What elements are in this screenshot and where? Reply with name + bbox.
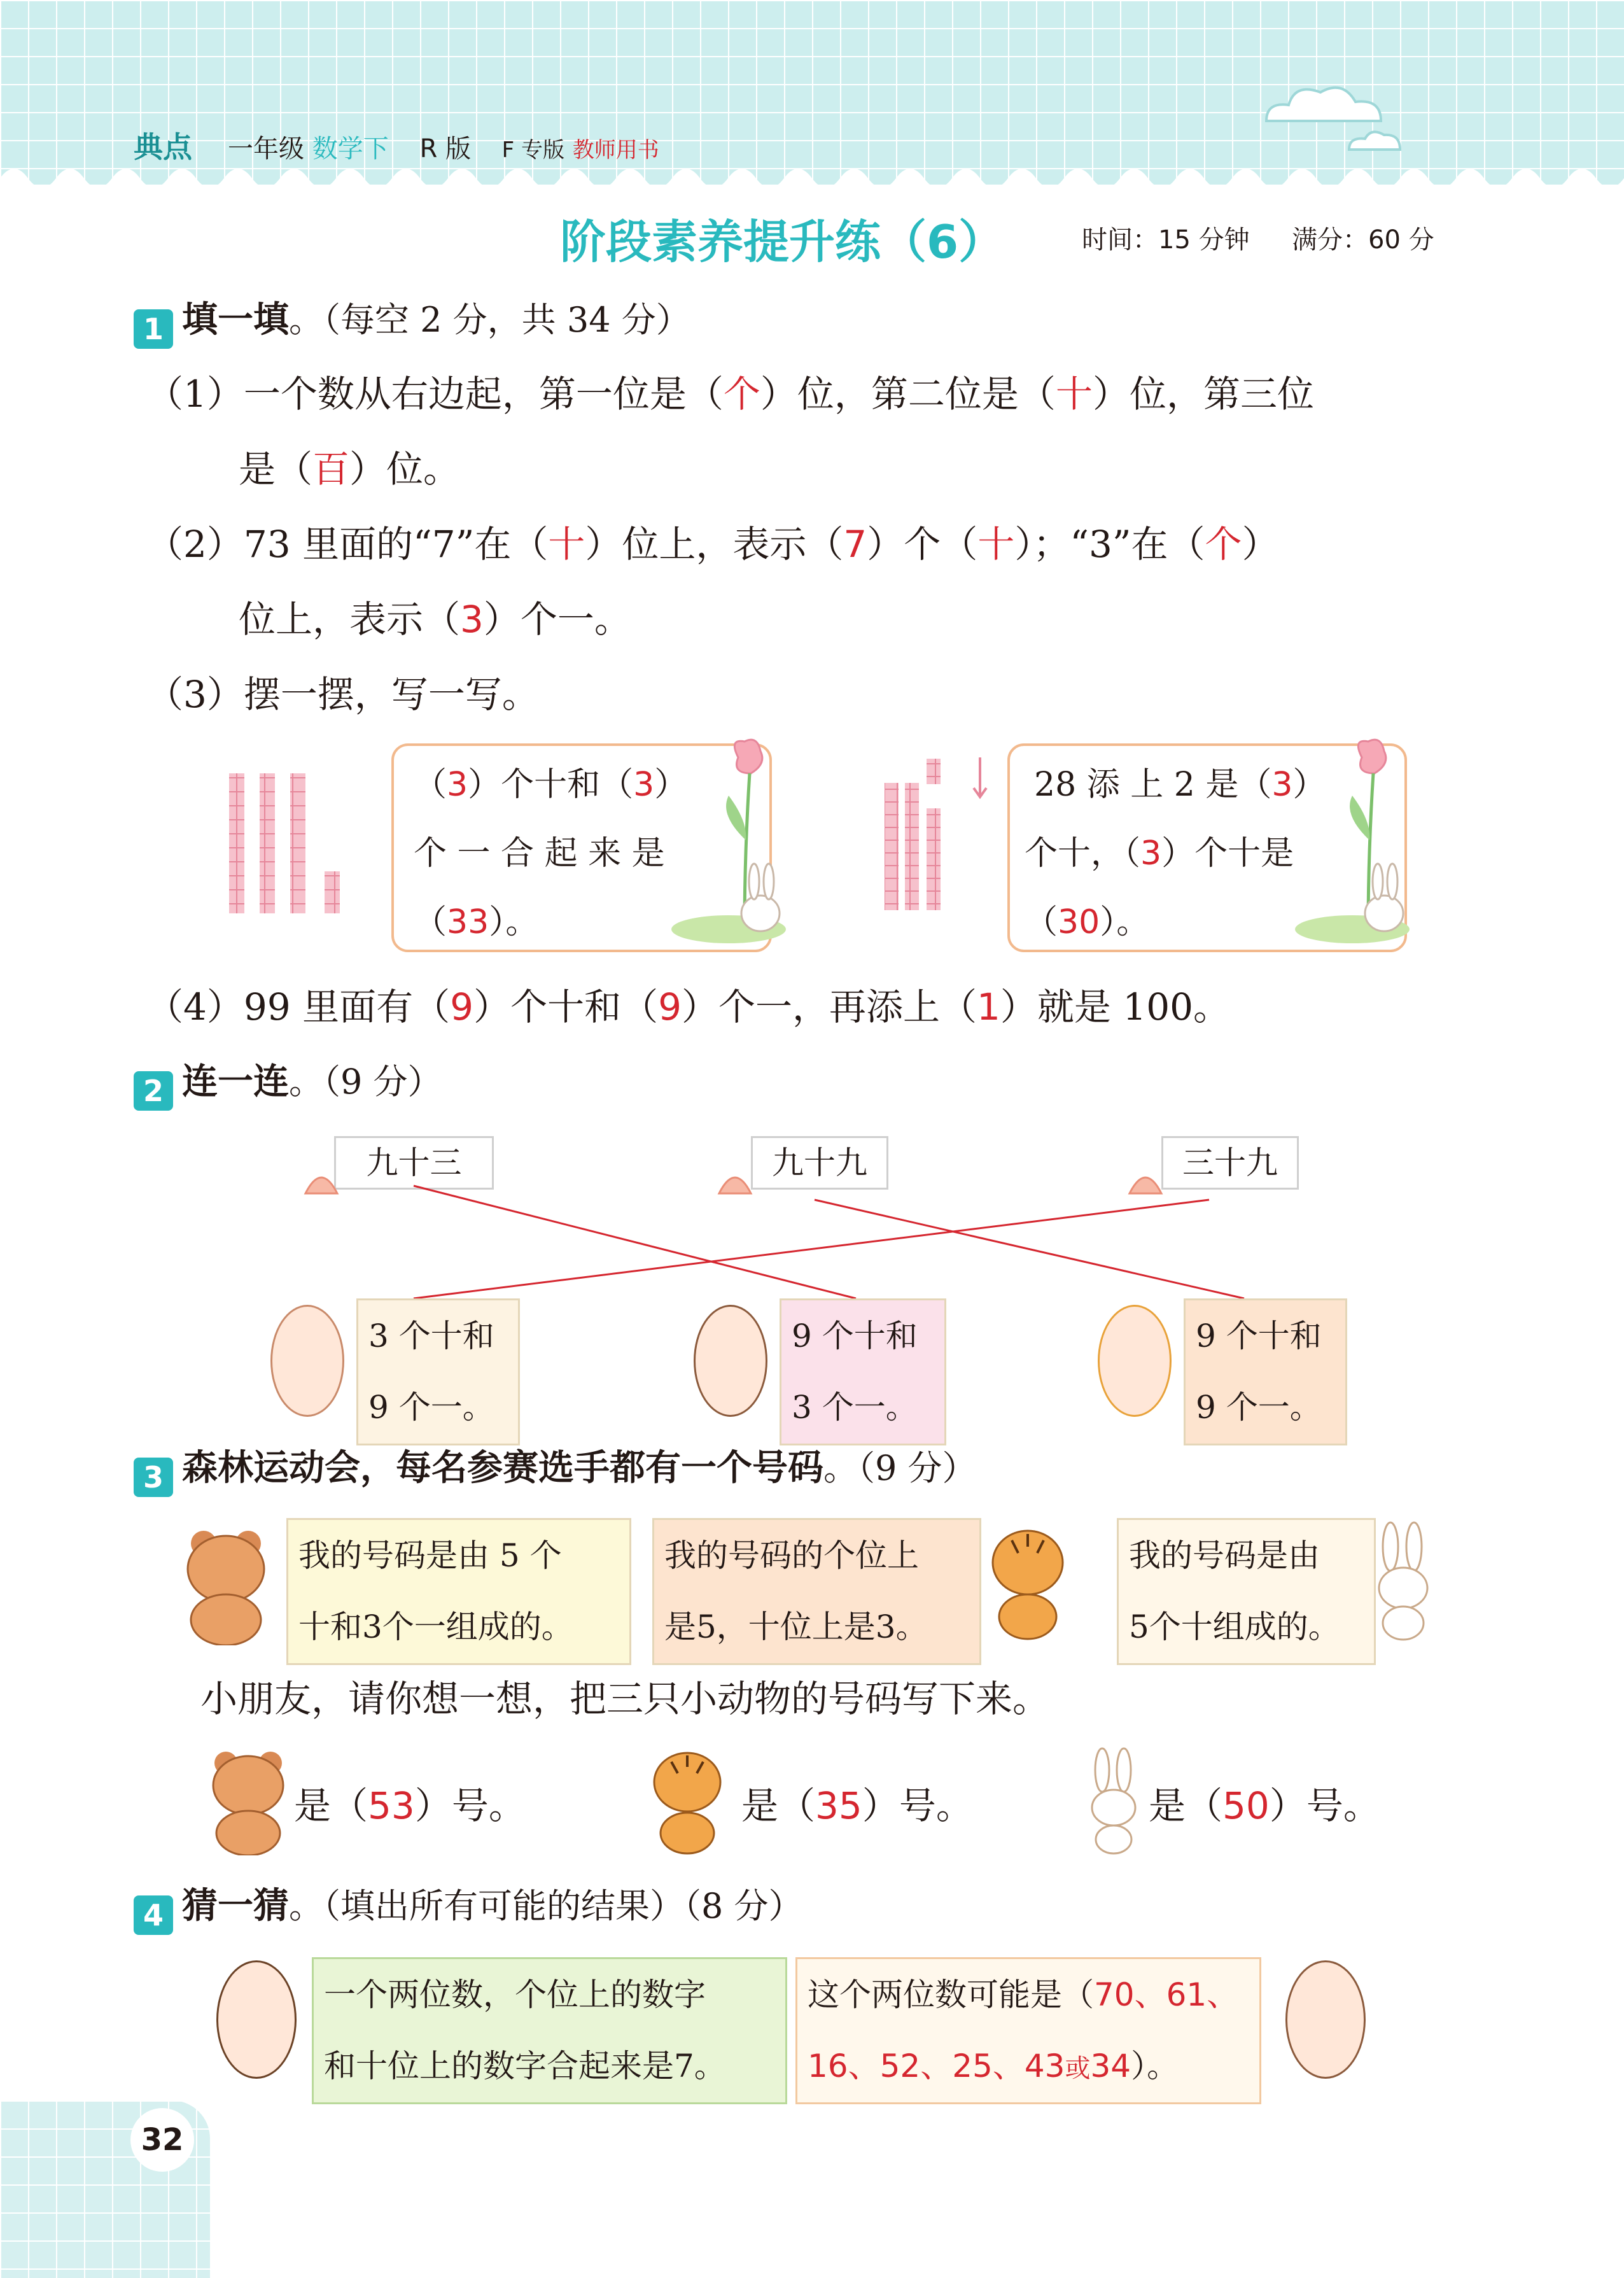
q1-p1-text-e: ）位。: [349, 447, 461, 491]
q4-right-text: 这个两位数可能是（: [808, 1976, 1094, 2013]
q1-p2-text-g: ）个一。: [483, 598, 631, 641]
q3-prompt: 小朋友，请你想一想，把三只小动物的号码写下来。: [200, 1677, 1050, 1720]
tiger-bubble: [652, 1518, 981, 1665]
answer-rabbit-number: 50: [1222, 1784, 1270, 1827]
q1-p4-text: （4）99 里面有（: [146, 985, 451, 1029]
q3-title: 森林运动会，每名参赛选手都有一个号码: [182, 1447, 823, 1489]
card-1-line1: 3 个十和: [368, 1318, 494, 1354]
q4-left-line1: 一个两位数，个位上的数字: [324, 1976, 706, 2013]
q1-p2-text-b: ）位上，表示（: [585, 523, 844, 566]
card-3-line1: 9 个十和: [1196, 1318, 1322, 1354]
q1-number: 1: [134, 309, 173, 349]
answer-ones: 个: [723, 372, 760, 416]
answer: 3: [1271, 766, 1293, 804]
card-2-line2: 3 个一。: [792, 1389, 918, 1426]
q1-p1-text-a: （1）一个数从右边起，第一位是（: [146, 372, 724, 416]
bear-icon: [197, 1741, 299, 1855]
q1-p2-text-e: ）: [1242, 523, 1279, 566]
q1-p2-text-d: ）；“3”在（: [1014, 523, 1205, 566]
q2-title: 连一连: [182, 1061, 289, 1102]
q1-p2-text-f: 位上，表示（: [239, 598, 461, 641]
answer: 十: [977, 523, 1015, 566]
answer: 16、52、25、43: [808, 2048, 1065, 2085]
q4-title: 猜一猜: [182, 1885, 289, 1927]
q4-right-line2: [808, 2030, 1259, 2104]
q4-left-bubble: [312, 1957, 787, 2104]
page-number: 32: [130, 2108, 194, 2172]
rabbit-icon: [1082, 1747, 1145, 1859]
tiger-icon: [640, 1744, 738, 1855]
q1-p1-text-c: ）位，第三位: [1092, 372, 1314, 416]
answer-text: 是（: [294, 1784, 368, 1827]
q1-p1-text-b: ）位，第二位是（: [760, 372, 1056, 416]
grade-label: 一年级: [228, 134, 304, 164]
answer-text: 是（: [741, 1784, 816, 1827]
answer: 3: [633, 766, 655, 804]
subject-label: 数学下: [312, 134, 389, 164]
box2-text: （: [1025, 903, 1058, 941]
rabbit-bubble-line1: 我的号码是由: [1129, 1537, 1320, 1574]
answer: 34: [1090, 2048, 1131, 2085]
answer-bear-number: 53: [368, 1784, 415, 1827]
q3-heading: [134, 1440, 977, 1497]
page-title: 阶段素养提升练（6）: [560, 215, 1005, 269]
answer: 33: [447, 903, 489, 941]
q4-right-line1: [808, 1959, 1259, 2030]
answer-text: ）号。: [862, 1784, 973, 1827]
answer: 9: [450, 985, 474, 1029]
answer: 70、61、: [1094, 1976, 1239, 2013]
tag-39[interactable]: 三十九: [1161, 1136, 1299, 1190]
q1-box1-line2: 个 一 合 起 来 是: [414, 834, 665, 873]
q1-title: 填一填: [182, 299, 289, 341]
q4-right-text: ）。: [1131, 2048, 1179, 2085]
card-3[interactable]: [1184, 1298, 1347, 1445]
rabbit-icon: [1368, 1521, 1438, 1642]
box1-text: ）个十和（: [468, 766, 634, 804]
answer: 7: [843, 523, 867, 566]
q1-p2-text-c: ）个（: [867, 523, 978, 566]
girl-avatar: [1285, 1960, 1366, 2079]
answer: 1: [977, 985, 1000, 1029]
answer-tens: 十: [1055, 372, 1093, 416]
boy-glasses-avatar: [216, 1960, 297, 2079]
bear-bubble: [286, 1518, 631, 1665]
q1-p4-text: ）个一，再添上（: [681, 985, 977, 1029]
line-93-to-card2: [414, 1186, 856, 1298]
girl-avatar: [270, 1305, 344, 1417]
answer: 个: [1205, 523, 1242, 566]
box1-text: （: [414, 903, 447, 941]
answer: 3: [460, 598, 484, 641]
q1-p4-text: ）个十和（: [473, 985, 659, 1029]
box1-text: ）。: [489, 903, 539, 941]
answer-or: 或: [1065, 2054, 1091, 2083]
q2-note: 。（9 分）: [289, 1062, 442, 1102]
box2-text: ）: [1292, 766, 1326, 804]
logo: 典点: [134, 130, 192, 164]
bear-answer: [294, 1776, 526, 1829]
box2-text: 个十，（: [1025, 834, 1141, 873]
tiger-bubble-line1: 我的号码的个位上: [664, 1537, 919, 1574]
tag-93[interactable]: 九十三: [334, 1136, 494, 1190]
tag-99[interactable]: 九十九: [751, 1136, 888, 1190]
tiger-bubble-line2: 是5，十位上是3。: [664, 1608, 928, 1645]
time-label: 时间：15 分钟: [1082, 225, 1250, 255]
box1-text: （: [414, 766, 447, 804]
rabbit-bubble-line2: 5个十组成的。: [1129, 1608, 1340, 1645]
answer: 9: [658, 985, 682, 1029]
answer-text: ）号。: [1269, 1784, 1380, 1827]
q4-note: 。（填出所有可能的结果）（8 分）: [289, 1886, 803, 1926]
q1-part3-line: （3）摆一摆，写一写。: [146, 673, 539, 716]
answer-text: ）号。: [414, 1784, 526, 1827]
answer: 十: [548, 523, 585, 566]
answer-text: 是（: [1149, 1784, 1223, 1827]
book-type-label: 教师用书: [572, 137, 659, 163]
bear-icon: [172, 1518, 280, 1645]
q4-left-line2: 和十位上的数字合起来是7。: [324, 2048, 726, 2085]
box2-text: 28 添 上 2 是（: [1034, 766, 1272, 804]
q4-number: 4: [134, 1895, 173, 1935]
answer: 30: [1058, 903, 1100, 941]
q1-p2-text-a: （2）73 里面的“7”在（: [146, 523, 549, 566]
tiger-icon: [980, 1521, 1082, 1642]
card-2-line1: 9 个十和: [792, 1318, 918, 1354]
box2-text: ）。: [1100, 903, 1150, 941]
girl-avatar: [694, 1305, 767, 1417]
q3-number: 3: [134, 1458, 173, 1497]
answer-hundreds: 百: [312, 447, 350, 491]
edition-label: R 版: [419, 134, 471, 164]
q1-note: 。（每空 2 分，共 34 分）: [289, 300, 690, 340]
boy-avatar: [1098, 1305, 1172, 1417]
answer-tiger-number: 35: [815, 1784, 862, 1827]
q1-p1-text-d: 是（: [239, 447, 313, 491]
card-1[interactable]: [356, 1298, 520, 1445]
rabbit-bubble: [1117, 1518, 1376, 1665]
q4-right-bubble: [795, 1957, 1261, 2104]
line-39-to-card1: [414, 1200, 1209, 1298]
card-2[interactable]: [780, 1298, 946, 1445]
tiger-answer: [741, 1776, 973, 1829]
card-3-line2: 9 个一。: [1196, 1389, 1322, 1426]
bear-bubble-line2: 十和3个一组成的。: [298, 1608, 573, 1645]
q1-p4-text: ）就是 100。: [1000, 985, 1231, 1029]
answer: 3: [447, 766, 468, 804]
version-label: F 专版: [501, 137, 565, 163]
answer: 3: [1140, 834, 1162, 873]
q2-number: 2: [134, 1071, 173, 1111]
line-99-to-card3: [815, 1200, 1244, 1298]
box2-text: ）个十是: [1161, 834, 1294, 873]
score-label: 满分：60 分: [1292, 225, 1434, 255]
card-1-line2: 9 个一。: [368, 1389, 494, 1426]
rabbit-answer: [1149, 1776, 1380, 1829]
bear-bubble-line1: 我的号码是由 5 个: [298, 1537, 562, 1574]
box1-text: ）: [654, 766, 688, 804]
q3-note: 。（9 分）: [823, 1448, 977, 1488]
q4-heading: [134, 1878, 803, 1935]
